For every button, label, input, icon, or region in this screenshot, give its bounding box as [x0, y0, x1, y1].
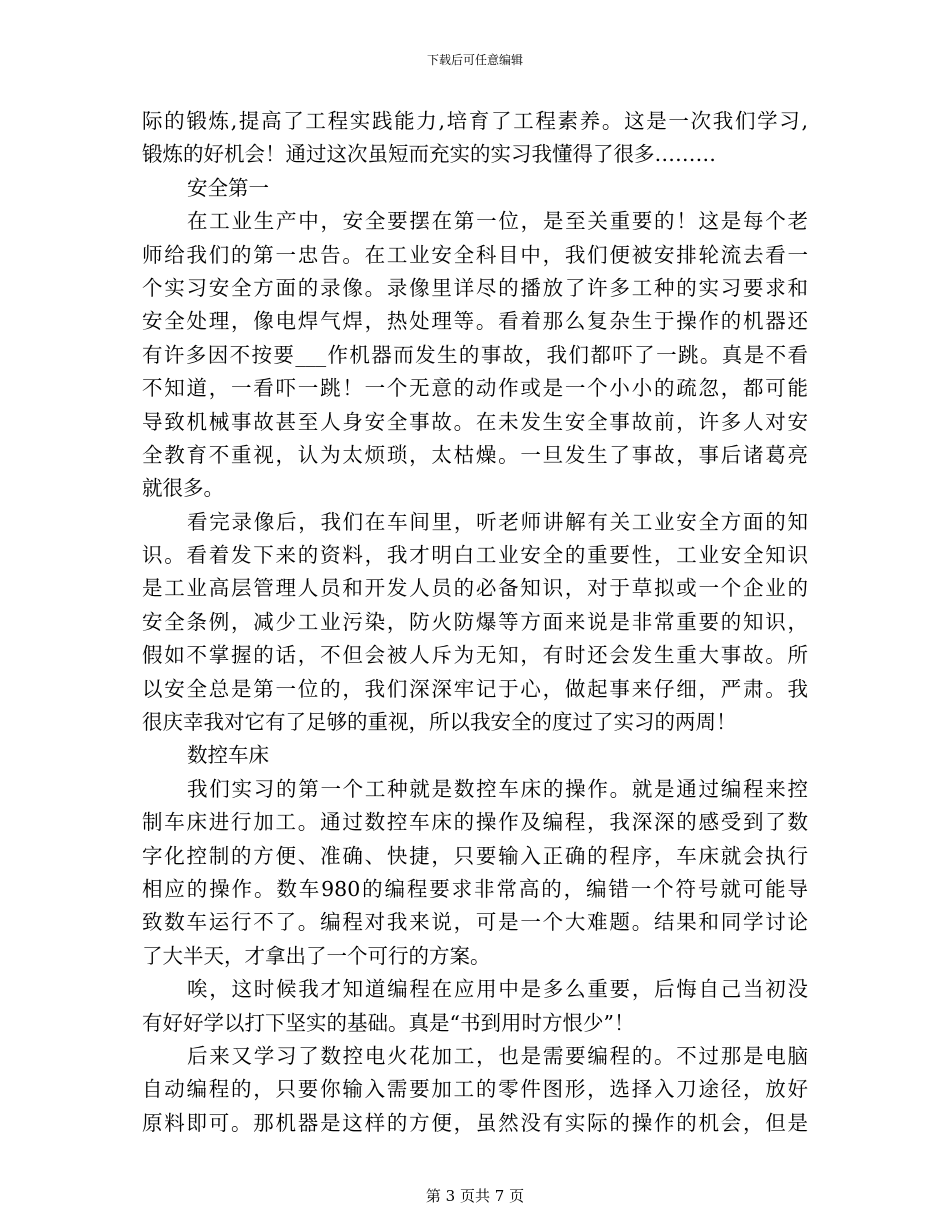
text-line: 个实习安全方面的录像。录像里详尽的播放了许多工种的实习要求和 [142, 275, 808, 300]
page-header: 下载后可任意编辑 [426, 53, 523, 67]
text-line: 是工业高层管理人员和开发人员的必备知识，对于草拟或一个企业的 [142, 576, 808, 601]
text-line: 假如不掌握的话，不但会被人斥为无知，有时还会发生重大事故。所 [142, 643, 808, 668]
text-line: 际的锻炼,提高了工程实践能力,培育了工程素养。这是一次我们学习, [142, 109, 808, 133]
text-line: 唉，这时候我才知道编程在应用中是多么重要，后悔自己当初没 [187, 977, 808, 1002]
text-line: 导致机械事故甚至人身安全事故。在未发生安全事故前，许多人对安 [142, 409, 808, 434]
text-line: 看完录像后，我们在车间里，听老师讲解有关工业安全方面的知 [187, 509, 808, 534]
text-line: 了大半天，才拿出了一个可行的方案。 [142, 943, 491, 968]
text-line: 相应的操作。数车980的编程要求非常高的，编错一个符号就可能导 [142, 876, 808, 901]
text-line: 以安全总是第一位的，我们深深牢记于心，做起事来仔细，严肃。我 [142, 676, 808, 701]
text-line: 后来又学习了数控电火花加工，也是需要编程的。不过那是电脑 [187, 1043, 808, 1068]
text-line: 数控车床 [187, 743, 269, 768]
text-line: 我们实习的第一个工种就是数控车床的操作。就是通过编程来控 [187, 776, 808, 801]
text-line: 在工业生产中，安全要摆在第一位，是至关重要的！这是每个老 [187, 209, 808, 234]
text-line: 有好好学以打下坚实的基础。真是“书到用时方恨少”！ [142, 1010, 635, 1035]
text-line: 安全条例，减少工业污染，防火防爆等方面来说是非常重要的知识， [142, 609, 808, 634]
text-line: 自动编程的，只要你输入需要加工的零件图形，选择入刀途径，放好 [142, 1077, 808, 1102]
text-line: 很庆幸我对它有了足够的重视，所以我安全的度过了实习的两周！ [142, 710, 737, 735]
text-line: 致数车运行不了。编程对我来说，可是一个大难题。结果和同学讨论 [142, 910, 808, 935]
text-line: 识。看着发下来的资料，我才明白工业安全的重要性，工业安全知识 [142, 543, 808, 568]
text-line: 就很多。 [142, 476, 224, 501]
text-line: 全教育不重视，认为太烦琐，太枯燥。一旦发生了事故，事后诸葛亮 [142, 442, 808, 467]
text-line: 制车床进行加工。通过数控车床的操作及编程，我深深的感受到了数 [142, 810, 808, 835]
text-line: 师给我们的第一忠告。在工业安全科目中，我们便被安排轮流去看一 [142, 242, 808, 267]
text-line: 锻炼的好机会！通过这次虽短而充实的实习我懂得了很多……… [142, 142, 716, 167]
page-footer: 第 3 页共 7 页 [425, 1187, 525, 1205]
text-line: 安全第一 [187, 175, 269, 200]
document-body [142, 105, 808, 1140]
text-line: 有许多因不按要___作机器而发生的事故，我们都吓了一跳。真是不看 [142, 342, 808, 367]
text-line: 原料即可。那机器是这样的方便，虽然没有实际的操作的机会，但是 [142, 1110, 808, 1135]
text-line: 不知道，一看吓一跳！一个无意的动作或是一个小小的疏忽，都可能 [142, 376, 808, 401]
text-line: 安全处理，像电焊气焊，热处理等。看着那么复杂生于操作的机器还 [142, 309, 808, 334]
text-line: 字化控制的方便、准确、快捷，只要输入正确的程序，车床就会执行 [142, 843, 808, 868]
